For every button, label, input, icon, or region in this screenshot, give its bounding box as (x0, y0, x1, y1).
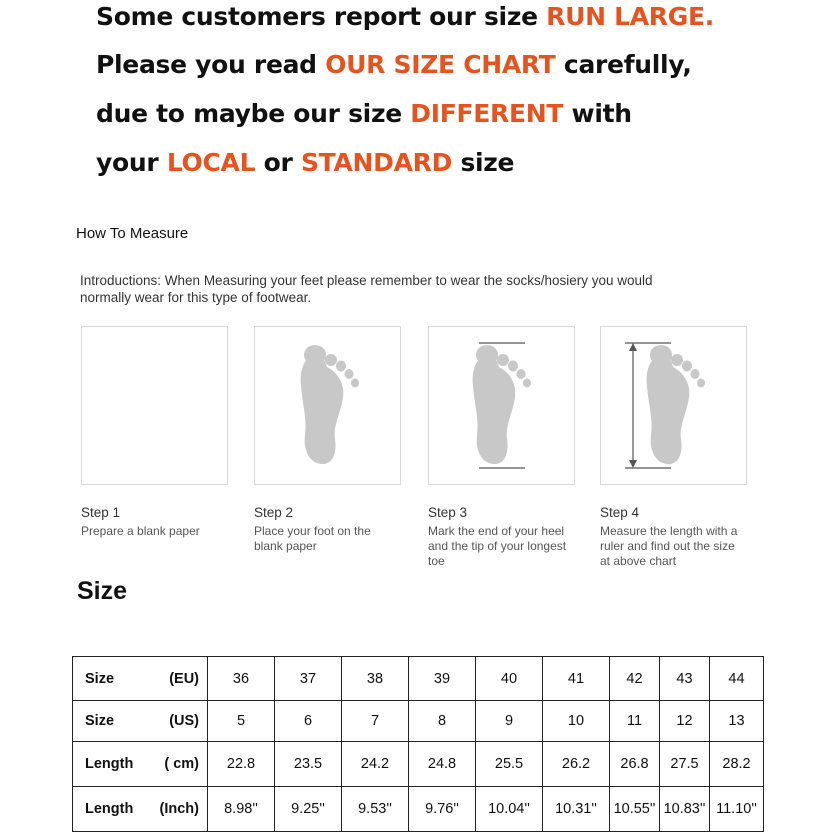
row-header (73, 787, 208, 832)
table-row (73, 787, 764, 832)
table-cell: 13 (710, 701, 764, 742)
step-2-desc (254, 524, 414, 554)
step4-illustration (600, 326, 747, 485)
banner-text: carefully, (555, 50, 692, 79)
table-cell: 10.55'' (610, 787, 660, 832)
table-cell: 9.53'' (342, 787, 409, 832)
step-4-title: Step 4 (600, 505, 640, 520)
table-cell: 23.5 (275, 742, 342, 787)
table-cell: 24.2 (342, 742, 409, 787)
row-header (73, 657, 208, 701)
table-cell: 22.8 (208, 742, 275, 787)
banner-line-1 (96, 2, 714, 31)
banner-highlight-text: RUN LARGE. (546, 2, 714, 31)
step-2-desc-line: blank paper (254, 539, 317, 553)
table-cell: 27.5 (660, 742, 710, 787)
row-header (73, 742, 208, 787)
table-cell: 37 (275, 657, 342, 701)
step-3-desc-line: Mark the end of your heel (428, 524, 565, 538)
table-cell: 41 (543, 657, 610, 701)
banner-text: size (452, 148, 515, 177)
step-3-desc-line: toe (428, 554, 445, 568)
row-label: Size (85, 670, 115, 687)
row-unit: (EU) (169, 670, 199, 687)
table-cell: 39 (409, 657, 476, 701)
banner-highlight-text: OUR SIZE CHART (325, 50, 556, 79)
table-cell: 36 (208, 657, 275, 701)
how-to-measure-title: How To Measure (76, 225, 189, 242)
banner-highlight-text: DIFFERENT (410, 99, 564, 128)
table-cell: 9.25'' (275, 787, 342, 832)
table-cell: 10 (543, 701, 610, 742)
intro-line-1: Introductions: When Measuring your feet please remember to wear the socks/hosiery you would (80, 273, 653, 288)
table-row (73, 701, 764, 742)
banner-line-4 (96, 148, 514, 177)
table-cell: 44 (710, 657, 764, 701)
table-cell: 9 (476, 701, 543, 742)
banner-text: or (255, 148, 301, 177)
step-4-desc-line: ruler and find out the size (600, 539, 735, 553)
step2-illustration (254, 326, 401, 485)
size-heading: Size (77, 577, 128, 605)
table-cell: 8.98'' (208, 787, 275, 832)
banner-text: Please you read (96, 50, 326, 79)
step-2-title: Step 2 (254, 505, 294, 520)
step-1-title: Step 1 (81, 505, 121, 520)
table-cell: 8 (409, 701, 476, 742)
table-cell: 10.04'' (476, 787, 543, 832)
step-3-desc (428, 524, 588, 569)
intro-text (80, 272, 770, 306)
table-cell: 11.10'' (710, 787, 764, 832)
row-label: Length (85, 801, 134, 817)
row-unit: (Inch) (159, 801, 199, 817)
banner-highlight-text: LOCAL (166, 148, 256, 177)
row-label: Size (85, 713, 115, 729)
table-cell: 26.2 (543, 742, 610, 787)
table-row (73, 657, 764, 701)
step-1-desc-line: Prepare a blank paper (81, 524, 200, 538)
banner-text: due to maybe our size (96, 99, 411, 128)
row-unit: (US) (169, 713, 199, 729)
row-unit: ( cm) (164, 756, 199, 772)
intro-line-2: normally wear for this type of footwear. (80, 290, 312, 305)
size-chart-table (72, 656, 764, 832)
step-3-desc-line: and the tip of your longest (428, 539, 567, 553)
table-cell: 11 (610, 701, 660, 742)
banner-text: Some customers report our size (96, 2, 547, 31)
banner-text: your (96, 148, 167, 177)
banner-text: with (563, 99, 632, 128)
table-cell: 7 (342, 701, 409, 742)
banner-line-3 (96, 99, 632, 128)
table-cell: 28.2 (710, 742, 764, 787)
banner-line-2 (96, 50, 692, 79)
step-1-desc (81, 524, 241, 539)
step-3-title: Step 3 (428, 505, 468, 520)
table-cell: 25.5 (476, 742, 543, 787)
step-4-desc-line: Measure the length with a (600, 524, 738, 538)
row-header (73, 701, 208, 742)
step3-illustration (428, 326, 575, 485)
table-row (73, 742, 764, 787)
table-cell: 43 (660, 657, 710, 701)
banner-highlight-text: STANDARD (300, 148, 453, 177)
table-cell: 6 (275, 701, 342, 742)
table-cell: 10.83'' (660, 787, 710, 832)
table-cell: 40 (476, 657, 543, 701)
foot-measured-icon (601, 327, 748, 486)
blank-paper-icon (81, 326, 228, 485)
table-cell: 42 (610, 657, 660, 701)
row-label: Length (85, 756, 134, 772)
table-cell: 26.8 (610, 742, 660, 787)
foot-marked-icon (429, 327, 576, 486)
table-cell: 5 (208, 701, 275, 742)
table-cell: 38 (342, 657, 409, 701)
table-cell: 10.31'' (543, 787, 610, 832)
foot-icon (255, 327, 402, 486)
step-2-desc-line: Place your foot on the (254, 524, 371, 538)
step-4-desc-line: at above chart (600, 554, 677, 568)
table-cell: 9.76'' (409, 787, 476, 832)
table-cell: 12 (660, 701, 710, 742)
table-cell: 24.8 (409, 742, 476, 787)
step-4-desc (600, 524, 760, 569)
